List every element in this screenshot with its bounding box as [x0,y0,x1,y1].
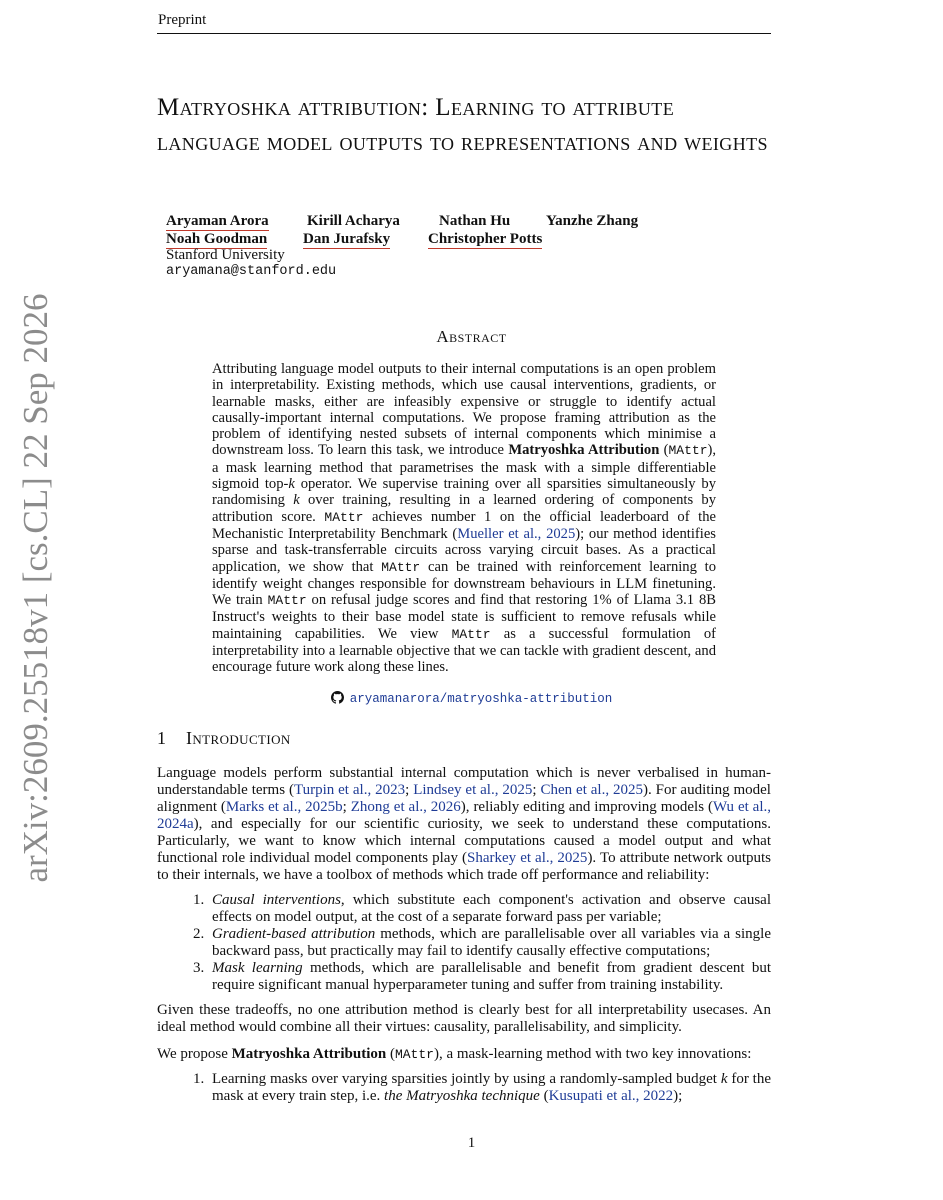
citation-link[interactable]: Kusupati et al., 2022 [548,1088,674,1104]
list-item: 1. Learning masks over varying sparsities jointly by using a randomly-sampled budget k for the mask at every train step, i.e. the Matryoshka technique (Kusupati et al., 2022); [193,1071,771,1104]
page-number: 1 [467,1135,476,1151]
intro-paragraph-3: We propose Matryoshka Attribution (MAttr), a mask-learning method with two key innovations: [157,1046,752,1062]
author-name[interactable]: Dan Jurafsky [303,231,391,247]
list-item: 2. Gradient-based attribution methods, which are parallelisable over all variables via a single backward pass, but practically may fail to identify causally effective computations; [193,926,772,959]
citation-link[interactable]: Sharkey et al., 2025 [467,850,588,866]
abstract-heading: Abstract [436,327,507,346]
github-icon [331,691,344,708]
list-item: 3. Mask learning methods, which are parallelisable and benefit from gradient descent but require significant manual hyperparameter tuning and suffer from training instability. [193,960,771,993]
citation-link[interactable]: Turpin et al., 2023 [293,782,406,798]
author-name[interactable]: Noah Goodman [166,231,268,247]
code-mattr: MAttr [381,559,421,575]
running-header: Preprint [158,12,207,28]
repo-link[interactable] [0,690,943,708]
code-mattr: MAttr [324,509,364,525]
citation-link[interactable]: Mueller et al., 2025 [457,525,576,542]
innovation-list [157,1071,771,1105]
author-name: Nathan Hu [439,213,511,229]
citation-link[interactable]: Chen et al., 2025 [540,782,644,798]
repo-link-label[interactable]: aryamanarora/matryoshka-attribution [349,692,613,706]
citation-link[interactable]: Lindsey et al., 2025 [413,782,533,798]
section-number: 1 [157,728,167,748]
header-rule [157,33,771,34]
author-email[interactable]: aryamana@stanford.edu [166,264,337,279]
author-name[interactable]: Aryaman Arora [166,213,269,229]
intro-paragraph-1: Language models perform substantial internal computation which is never verbalised in human-understandable terms (Turpin et al., 2023; Lindsey et al., 2025; Chen et al., 2025). For auditing model alignment (Marks et al., 2025b; Zhong et al., 2026), reliably editing and improving models (Wu et al., 2024a), and especially for our scientific curiosity, we seek to understand these computations. Particularly, we want to know which internal computations caused a model output and what functional role individual model components play (Sharkey et al., 2025). To attribute network outputs to their internals, we have a toolbox of methods which trade off performance and reliability: [157,765,772,883]
author-name: Kirill Acharya [307,213,400,229]
abstract-body: Attributing language model outputs to their internal computations is an open problem in interpretability. Existing methods, which use causal interventions, gradients, or learnable masks, either are infeasibly expensive or struggle to identify actual causally-important internal computations. We propose framing attribution as the problem of identifying nested subsets of internal components which minimise a downstream loss. To learn this task, we introduce Matryoshka Attribution (MAttr), a mask learning method that parametrises the mask with a simple differentiable sigmoid top-k operator. We supervise training over all sparsities simultaneously by randomising k over training, resulting in a learned ordering of components by attribution score. MAttr achieves number 1 on the official leaderboard of the Mechanistic Interpretability Benchmark (Mueller et al., 2025); our method identifies sparse and task-transferrable circuits across varying circuit bases. As a practical application, we show that MAttr can be trained with reinforcement learning to identify weight changes responsible for downstream behaviours in LLM finetuning. We train MAttr on refusal judge scores and find that restoring 1% of Llama 3.1 8B Instruct's weights to their base model state is sufficient to remove refusals while maintaining capabilities. We view MAttr as a successful formulation of interpretability into a learnable objective that we can tackle with gradient descent, and encourage future work along these lines. [212,361,717,676]
list-item: 1. Causal interventions, which substitute each component's activation and observe causal effects on model output, at the cost of a separate forward pass per variable; [193,892,771,925]
affiliation: Stanford University [166,247,285,263]
citation-link[interactable]: Wu et al., 2024a [157,799,772,832]
section-heading [157,728,291,749]
tradeoff-list [157,892,771,994]
code-mattr: MAttr [267,593,307,609]
code-mattr: MAttr [451,626,491,642]
paper-title: Matryoshka attribution: Learning to attribute language model outputs to representations and weights [157,94,768,156]
section-title: Introduction [186,728,291,748]
author-name: Yanzhe Zhang [546,213,639,229]
code-mattr: MAttr [394,1047,434,1062]
arxiv-stamp-text: arXiv:2609.25518v1 [cs.CL] 22 Sep 2026 [16,293,55,883]
code-mattr: MAttr [668,443,708,459]
intro-paragraph-2: Given these tradeoffs, no one attribution method is clearly best for all interpretability usecases. An ideal method would combine all their virtues: causality, parallelisability, and simplicity. [157,1002,771,1035]
citation-link[interactable]: Marks et al., 2025b [225,799,343,815]
citation-link[interactable]: Zhong et al., 2026 [350,799,461,815]
bold-method-name: Matryoshka Attribution [508,442,660,459]
author-name[interactable]: Christopher Potts [428,231,543,247]
